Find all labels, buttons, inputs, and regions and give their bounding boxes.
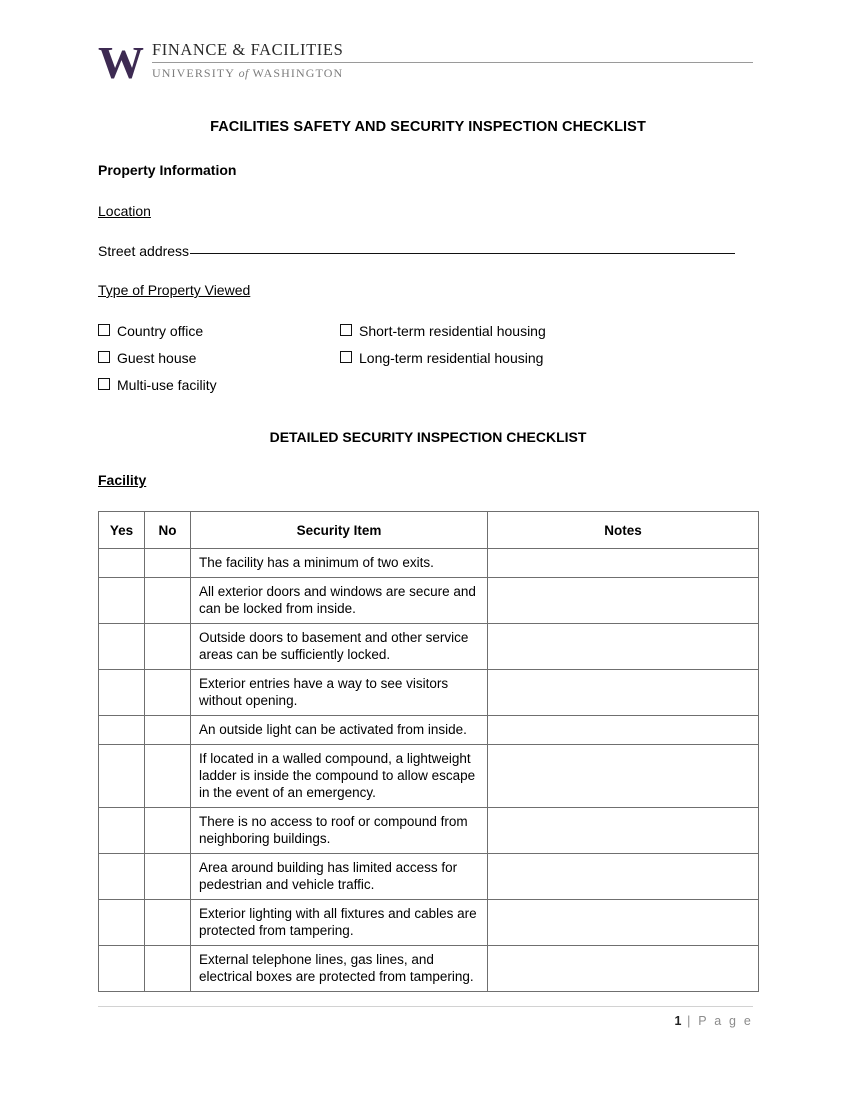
page-footer-text — [98, 1013, 753, 1029]
checkbox-label: Short-term residential housing — [359, 323, 546, 339]
cell-security-item: There is no access to roof or compound from neighboring buildings. — [191, 808, 488, 854]
checkbox-guest-house[interactable] — [98, 348, 196, 368]
checkbox-square-icon[interactable] — [98, 324, 110, 336]
page-number: 1 — [674, 1014, 682, 1028]
cell-no[interactable] — [145, 946, 191, 992]
cell-no[interactable] — [145, 624, 191, 670]
brand-subtitle-university: UNIVERSITY — [152, 66, 235, 80]
cell-no[interactable] — [145, 549, 191, 578]
cell-notes[interactable] — [488, 745, 759, 808]
cell-no[interactable] — [145, 808, 191, 854]
checkbox-label: Country office — [117, 323, 204, 339]
detailed-checklist-title: DETAILED SECURITY INSPECTION CHECKLIST — [269, 429, 587, 445]
street-address-input[interactable] — [190, 253, 735, 254]
document-header — [98, 37, 753, 90]
cell-notes[interactable] — [488, 808, 759, 854]
checkbox-square-icon[interactable] — [98, 378, 110, 390]
cell-notes[interactable] — [488, 549, 759, 578]
cell-security-item: Exterior entries have a way to see visitors without opening. — [191, 670, 488, 716]
table-row — [99, 549, 759, 578]
brand-subtitle-washington: WASHINGTON — [252, 66, 344, 80]
brand-divider — [152, 62, 753, 63]
column-header-security-item: Security Item — [191, 512, 488, 549]
cell-no[interactable] — [145, 670, 191, 716]
table-row — [99, 808, 759, 854]
facility-section-heading: Facility — [98, 472, 147, 488]
checkbox-short-term-residential-housing[interactable] — [340, 321, 546, 341]
cell-yes[interactable] — [99, 578, 145, 624]
table-row — [99, 716, 759, 745]
column-header-notes: Notes — [488, 512, 759, 549]
checkbox-square-icon[interactable] — [98, 351, 110, 363]
cell-security-item: Exterior lighting with all fixtures and cables are protected from tampering. — [191, 900, 488, 946]
cell-notes[interactable] — [488, 624, 759, 670]
checkbox-long-term-residential-housing[interactable] — [340, 348, 543, 368]
footer-divider — [98, 1006, 753, 1007]
location-heading: Location — [98, 203, 151, 219]
table-row — [99, 946, 759, 992]
checkbox-country-office[interactable] — [98, 321, 203, 341]
cell-yes[interactable] — [99, 745, 145, 808]
checkbox-label: Multi-use facility — [117, 377, 217, 393]
table-row — [99, 670, 759, 716]
document-footer — [98, 1006, 753, 1029]
security-checklist-table — [98, 511, 759, 992]
property-information-heading: Property Information — [98, 162, 237, 178]
cell-yes[interactable] — [99, 854, 145, 900]
cell-no[interactable] — [145, 716, 191, 745]
column-header-yes: Yes — [99, 512, 145, 549]
cell-yes[interactable] — [99, 624, 145, 670]
type-of-property-heading: Type of Property Viewed — [98, 282, 251, 298]
brand-title: FINANCE & FACILITIES — [152, 40, 344, 59]
cell-security-item: The facility has a minimum of two exits. — [191, 549, 488, 578]
street-address-field — [98, 242, 758, 260]
cell-security-item: Outside doors to basement and other service areas can be sufficiently locked. — [191, 624, 488, 670]
page-title: FACILITIES SAFETY AND SECURITY INSPECTION CHECKLIST — [210, 119, 646, 135]
cell-notes[interactable] — [488, 578, 759, 624]
table-row — [99, 854, 759, 900]
table-row — [99, 578, 759, 624]
checkbox-square-icon[interactable] — [340, 351, 352, 363]
checkbox-row — [98, 321, 758, 348]
cell-notes[interactable] — [488, 716, 759, 745]
table-row — [99, 745, 759, 808]
cell-no[interactable] — [145, 745, 191, 808]
cell-yes[interactable] — [99, 946, 145, 992]
cell-security-item: External telephone lines, gas lines, and electrical boxes are protected from tampering. — [191, 946, 488, 992]
checkbox-square-icon[interactable] — [340, 324, 352, 336]
cell-yes[interactable] — [99, 808, 145, 854]
checkbox-label: Guest house — [117, 350, 197, 366]
cell-yes[interactable] — [99, 900, 145, 946]
cell-security-item: If located in a walled compound, a lightweight ladder is inside the compound to allow escape in the event of an emergency. — [191, 745, 488, 808]
cell-yes[interactable] — [99, 549, 145, 578]
checkbox-row — [98, 348, 758, 375]
street-address-label: Street address — [98, 243, 190, 259]
cell-notes[interactable] — [488, 900, 759, 946]
cell-yes[interactable] — [99, 716, 145, 745]
column-header-no: No — [145, 512, 191, 549]
table-header-row — [99, 512, 759, 549]
table-row — [99, 900, 759, 946]
property-type-checkbox-group — [98, 321, 758, 402]
table-body — [99, 549, 759, 992]
brand-subtitle — [152, 66, 753, 81]
brand-lockup — [152, 40, 753, 81]
checkbox-row — [98, 375, 758, 402]
cell-security-item: An outside light can be activated from inside. — [191, 716, 488, 745]
uw-w-logo-icon: W — [98, 37, 142, 88]
cell-no[interactable] — [145, 900, 191, 946]
checkbox-multi-use-facility[interactable] — [98, 375, 217, 395]
cell-notes[interactable] — [488, 854, 759, 900]
cell-notes[interactable] — [488, 946, 759, 992]
cell-no[interactable] — [145, 578, 191, 624]
cell-security-item: All exterior doors and windows are secure and can be locked from inside. — [191, 578, 488, 624]
checkbox-label: Long-term residential housing — [359, 350, 544, 366]
cell-notes[interactable] — [488, 670, 759, 716]
table-row — [99, 624, 759, 670]
document-body — [98, 118, 758, 992]
cell-yes[interactable] — [99, 670, 145, 716]
brand-subtitle-of: of — [238, 66, 249, 80]
cell-no[interactable] — [145, 854, 191, 900]
page-label: | P a g e — [687, 1014, 753, 1028]
cell-security-item: Area around building has limited access for pedestrian and vehicle traffic. — [191, 854, 488, 900]
